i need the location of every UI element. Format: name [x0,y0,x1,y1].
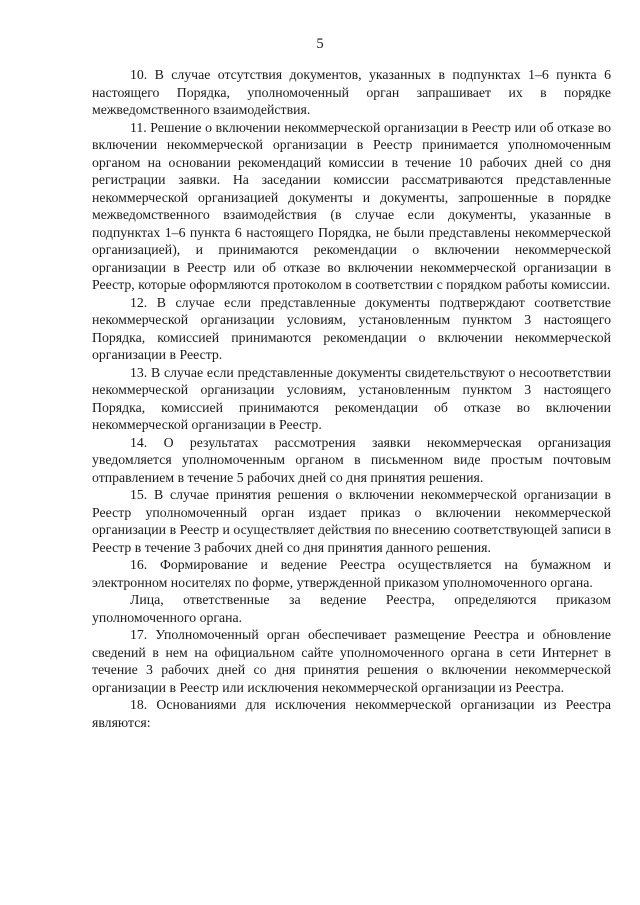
paragraph-14: 14. О результатах рассмотрения заявки некоммерческая организация уведомляется уполномоченным органом в письменном виде простым почтовым отправлением в течение 5 рабочих дней со дня принятия решения. [92,434,611,485]
paragraph-16-responsible: Лица, ответственные за ведение Реестра, определяются приказом уполномоченного органа. [92,592,611,625]
paragraph-17: 17. Уполномоченный орган обеспечивает размещение Реестра и обновление сведений в нем на официальном сайте уполномоченного органа в сети Интернет в течение 3 рабочих дней со дня принятия решения о включении некоммерческой организации в Реестр или исключения некоммерческой организации из Реестра. [92,627,611,695]
paragraph-12: 12. В случае если представленные документы подтверждают соответствие некоммерческой организации условиям, установленным пунктом 3 настоящего Порядка, комиссией принимаются рекомендации о включении некоммерческой организации в Реестр. [92,294,611,362]
paragraph-11: 11. Решение о включении некоммерческой организации в Реестр или об отказе во включении некоммерческой организации в Реестр принимается уполномоченным органом на основании рекомендаций комиссии в течение 10 рабочих дней со дня регистрации заявки. На заседании комиссии рассматриваются представленные некоммерческой организацией документы и документы, запрошенные в порядке межведомственного взаимодействия (в случае если документы, указанные в подпунктах 1–6 пункта 6 настоящего Порядка, не были представлены некоммерческой организацией), и принимаются рекомендации о включении некоммерческой организации в Реестр или об отказе во включении некоммерческой организации в Реестр, которые оформляются протоколом в соответствии с порядком работы комиссии. [92,119,611,292]
paragraph-10: 10. В случае отсутствия документов, указанных в подпунктах 1–6 пункта 6 настоящего Порядка, уполномоченный орган запрашивает их в порядке межведомственного взаимодействия. [92,67,611,117]
page-number: 5 [316,36,324,52]
paragraph-18: 18. Основаниями для исключения некоммерческой организации из Реестра являются: [92,697,611,730]
document-body [92,66,611,731]
paragraph-15: 15. В случае принятия решения о включении некоммерческой организации в Реестр уполномоченный орган издает приказ о включении некоммерческой организации в Реестр и осуществляет действия по внесению соответствующей записи в Реестр в течение 3 рабочих дней со дня принятия данного решения. [92,487,611,555]
paragraph-16: 16. Формирование и ведение Реестра осуществляется на бумажном и электронном носителях по форме, утвержденной приказом уполномоченного органа. [92,557,611,590]
paragraph-13: 13. В случае если представленные документы свидетельствуют о несоответствии некоммерческой организации условиям, установленным пунктом 3 настоящего Порядка, комиссией принимаются рекомендации об отказе во включении некоммерческой организации в Реестр. [92,364,611,432]
